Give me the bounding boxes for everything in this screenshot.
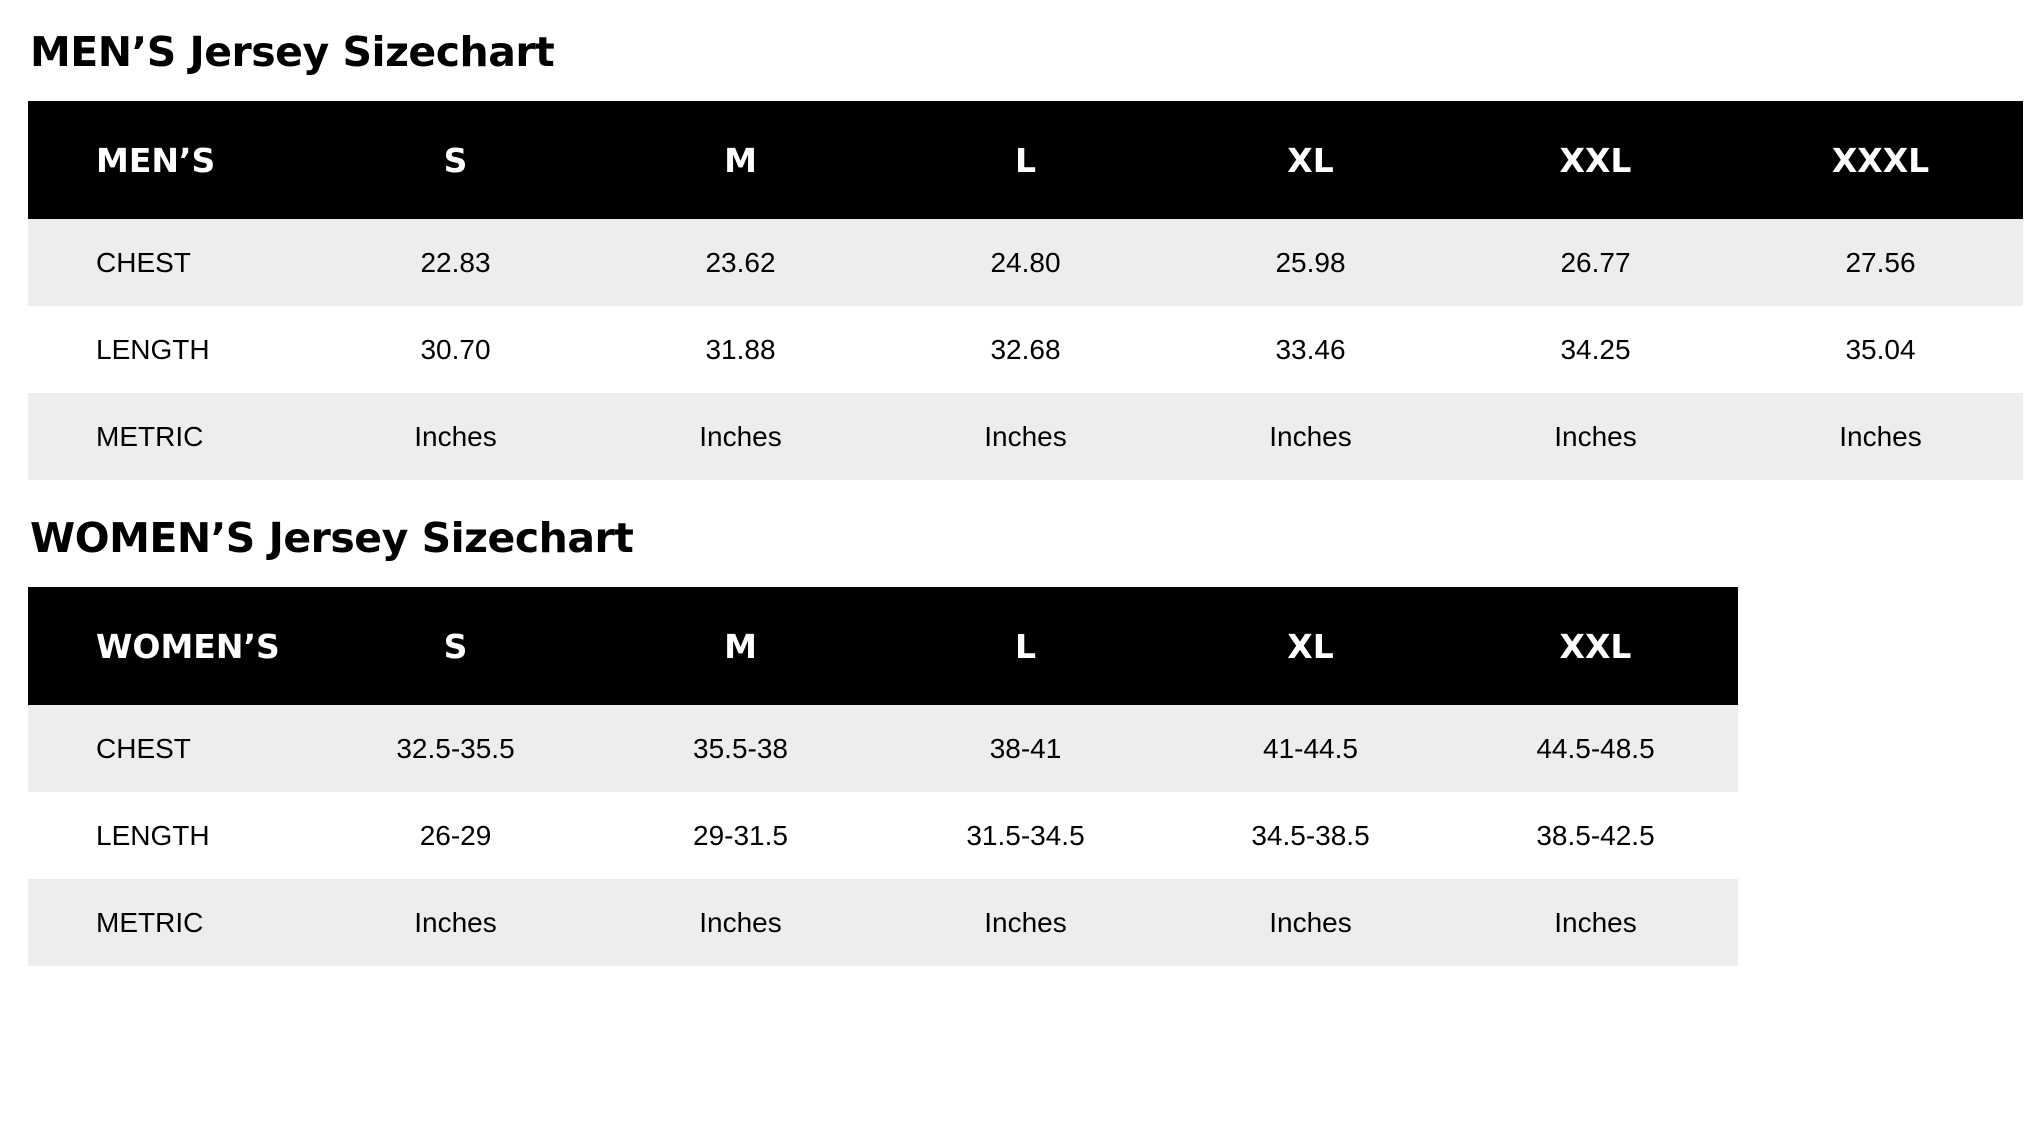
column-header-empty	[1738, 587, 2023, 705]
column-header-xxxl: XXXL	[1738, 101, 2023, 219]
cell-chest-xxl: 44.5-48.5	[1453, 705, 1738, 792]
column-header-s: S	[313, 587, 598, 705]
cell-length-m: 31.88	[598, 306, 883, 393]
column-header-category: WOMEN’S	[28, 587, 313, 705]
table-row	[28, 705, 2023, 792]
cell-chest-xl: 41-44.5	[1168, 705, 1453, 792]
row-label-length: LENGTH	[28, 306, 313, 393]
cell-metric-xxl: Inches	[1453, 393, 1738, 480]
row-label-metric: METRIC	[28, 393, 313, 480]
row-label-chest: CHEST	[28, 219, 313, 306]
table-row	[28, 306, 2023, 393]
page-title-womens: WOMEN’S Jersey Sizechart	[30, 514, 634, 563]
column-header-xxl: XXL	[1453, 587, 1738, 705]
column-header-xl: XL	[1168, 587, 1453, 705]
table-row	[28, 879, 2023, 966]
cell-metric-m: Inches	[598, 879, 883, 966]
cell-metric-empty	[1738, 879, 2023, 966]
cell-chest-xxxl: 27.56	[1738, 219, 2023, 306]
cell-metric-xl: Inches	[1168, 879, 1453, 966]
mens-table-head	[28, 101, 2023, 219]
table-row	[28, 393, 2023, 480]
cell-metric-s: Inches	[313, 879, 598, 966]
cell-length-m: 29-31.5	[598, 792, 883, 879]
column-header-xxl: XXL	[1453, 101, 1738, 219]
cell-chest-s: 32.5-35.5	[313, 705, 598, 792]
cell-length-xl: 34.5-38.5	[1168, 792, 1453, 879]
column-header-s: S	[313, 101, 598, 219]
column-header-m: M	[598, 587, 883, 705]
womens-table-body	[28, 705, 2023, 966]
column-header-xl: XL	[1168, 101, 1453, 219]
cell-chest-s: 22.83	[313, 219, 598, 306]
cell-length-l: 31.5-34.5	[883, 792, 1168, 879]
cell-chest-l: 24.80	[883, 219, 1168, 306]
cell-chest-l: 38-41	[883, 705, 1168, 792]
cell-length-s: 30.70	[313, 306, 598, 393]
cell-chest-m: 35.5-38	[598, 705, 883, 792]
table-row	[28, 219, 2023, 306]
cell-chest-empty	[1738, 705, 2023, 792]
cell-length-l: 32.68	[883, 306, 1168, 393]
row-label-metric: METRIC	[28, 879, 313, 966]
column-header-category: MEN’S	[28, 101, 313, 219]
cell-length-xxl: 38.5-42.5	[1453, 792, 1738, 879]
cell-length-xxl: 34.25	[1453, 306, 1738, 393]
table-header-row	[28, 587, 2023, 705]
cell-length-empty	[1738, 792, 2023, 879]
womens-sizechart-table	[28, 587, 2023, 966]
cell-metric-xl: Inches	[1168, 393, 1453, 480]
cell-chest-m: 23.62	[598, 219, 883, 306]
cell-metric-l: Inches	[883, 879, 1168, 966]
cell-metric-l: Inches	[883, 393, 1168, 480]
column-header-l: L	[883, 101, 1168, 219]
column-header-m: M	[598, 101, 883, 219]
page-title-mens: MEN’S Jersey Sizechart	[30, 28, 555, 76]
mens-table-body	[28, 219, 2023, 480]
table-row	[28, 792, 2023, 879]
womens-table-head	[28, 587, 2023, 705]
cell-metric-xxxl: Inches	[1738, 393, 2023, 480]
cell-length-s: 26-29	[313, 792, 598, 879]
cell-metric-s: Inches	[313, 393, 598, 480]
cell-chest-xl: 25.98	[1168, 219, 1453, 306]
row-label-length: LENGTH	[28, 792, 313, 879]
mens-sizechart-table	[28, 101, 2023, 480]
cell-metric-m: Inches	[598, 393, 883, 480]
table-header-row	[28, 101, 2023, 219]
cell-chest-xxl: 26.77	[1453, 219, 1738, 306]
row-label-chest: CHEST	[28, 705, 313, 792]
cell-length-xxxl: 35.04	[1738, 306, 2023, 393]
cell-length-xl: 33.46	[1168, 306, 1453, 393]
column-header-l: L	[883, 587, 1168, 705]
cell-metric-xxl: Inches	[1453, 879, 1738, 966]
